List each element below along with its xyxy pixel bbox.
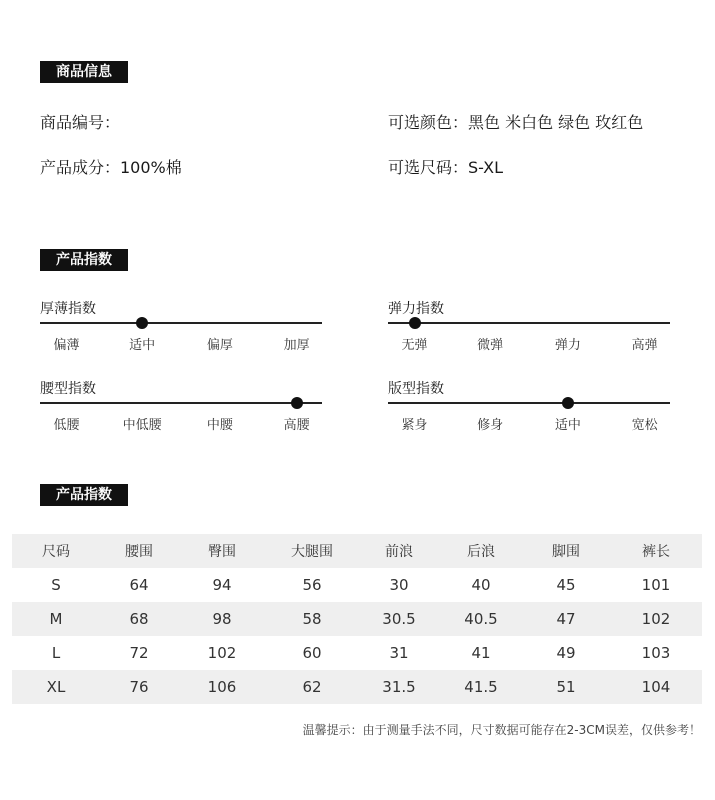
size-chart-heading: 产品指数 [40, 484, 128, 506]
table-cell: 102 [207, 644, 237, 662]
index-option-label: 弹力 [554, 338, 581, 353]
index-option-label: 适中 [129, 338, 156, 353]
size-table-header-cell: 后浪 [467, 544, 495, 560]
table-cell: L [51, 644, 61, 662]
index-option-label: 修身 [477, 418, 504, 433]
table-cell: 94 [212, 576, 232, 594]
table-cell: 40 [471, 576, 491, 594]
index-option-label: 偏厚 [206, 338, 233, 353]
size-table-header-cell: 裤长 [642, 544, 670, 560]
measurement-note: 温馨提示：由于测量手法不同，尺寸数据可能存在2-3CM误差，仅供参考！ [302, 723, 701, 737]
index-scale-line [388, 322, 670, 324]
index-marker-dot [291, 397, 303, 409]
product-index-heading: 产品指数 [40, 249, 128, 271]
index-option-label: 高腰 [283, 418, 310, 433]
size-table-header [12, 534, 702, 568]
size-table-header-cell: 前浪 [385, 544, 413, 560]
index-scale-line [388, 402, 670, 404]
available-sizes: 可选尺码：S-XL [388, 158, 504, 177]
index-title: 版型指数 [388, 381, 444, 397]
size-table-header-cell: 脚围 [552, 544, 580, 560]
index-option-label: 宽松 [631, 418, 658, 433]
table-cell: 104 [641, 678, 671, 696]
table-cell: 76 [129, 678, 149, 696]
table-cell: S [51, 576, 61, 594]
table-cell: M [49, 610, 63, 628]
table-cell: 49 [556, 644, 576, 662]
table-cell: 64 [129, 576, 149, 594]
index-marker-dot [136, 317, 148, 329]
table-cell: 47 [556, 610, 576, 628]
table-cell: 40.5 [464, 610, 498, 628]
size-table-header-cell: 臀围 [208, 544, 236, 560]
size-table-header-cell: 腰围 [125, 544, 153, 560]
table-cell: 68 [129, 610, 149, 628]
item-number: 商品编号： [40, 113, 121, 132]
index-title: 弹力指数 [388, 301, 444, 317]
index-title: 腰型指数 [40, 381, 96, 397]
index-option-label: 微弹 [477, 338, 504, 353]
table-row [12, 670, 702, 704]
table-cell: 106 [207, 678, 237, 696]
available-colors: 可选颜色：黑色 米白色 绿色 玫红色 [388, 113, 644, 132]
table-cell: 60 [302, 644, 322, 662]
table-cell: 56 [302, 576, 322, 594]
index-option-label: 偏薄 [53, 338, 80, 353]
table-cell: 102 [641, 610, 671, 628]
table-cell: 41 [471, 644, 491, 662]
table-cell: 72 [129, 644, 149, 662]
index-option-label: 紧身 [401, 418, 428, 433]
table-cell: 101 [641, 576, 671, 594]
index-title: 厚薄指数 [40, 301, 96, 317]
table-cell: 41.5 [464, 678, 498, 696]
table-row [12, 568, 702, 602]
size-table-header-cell: 大腿围 [291, 544, 333, 560]
material-composition: 产品成分：100%棉 [40, 158, 182, 177]
index-option-label: 高弹 [631, 338, 658, 353]
index-scale-line [40, 402, 322, 404]
index-option-label: 中低腰 [122, 418, 162, 433]
index-option-label: 中腰 [206, 418, 233, 433]
index-marker-dot [562, 397, 574, 409]
product-info-heading: 商品信息 [40, 61, 128, 83]
index-option-label: 低腰 [53, 418, 80, 433]
table-cell: XL [46, 678, 66, 696]
index-scale-line [40, 322, 322, 324]
index-marker-dot [409, 317, 421, 329]
size-table [12, 534, 702, 704]
table-cell: 98 [212, 610, 232, 628]
index-option-label: 无弹 [401, 338, 428, 353]
table-cell: 31 [389, 644, 409, 662]
table-cell: 31.5 [382, 678, 416, 696]
table-cell: 103 [641, 644, 671, 662]
table-cell: 58 [302, 610, 322, 628]
table-cell: 30.5 [382, 610, 416, 628]
size-table-header-cell: 尺码 [42, 544, 70, 560]
table-cell: 45 [556, 576, 576, 594]
table-row [12, 636, 702, 670]
table-cell: 62 [302, 678, 322, 696]
table-cell: 51 [556, 678, 576, 696]
table-cell: 30 [389, 576, 409, 594]
index-option-label: 适中 [554, 418, 581, 433]
table-row [12, 602, 702, 636]
index-option-label: 加厚 [283, 338, 310, 353]
